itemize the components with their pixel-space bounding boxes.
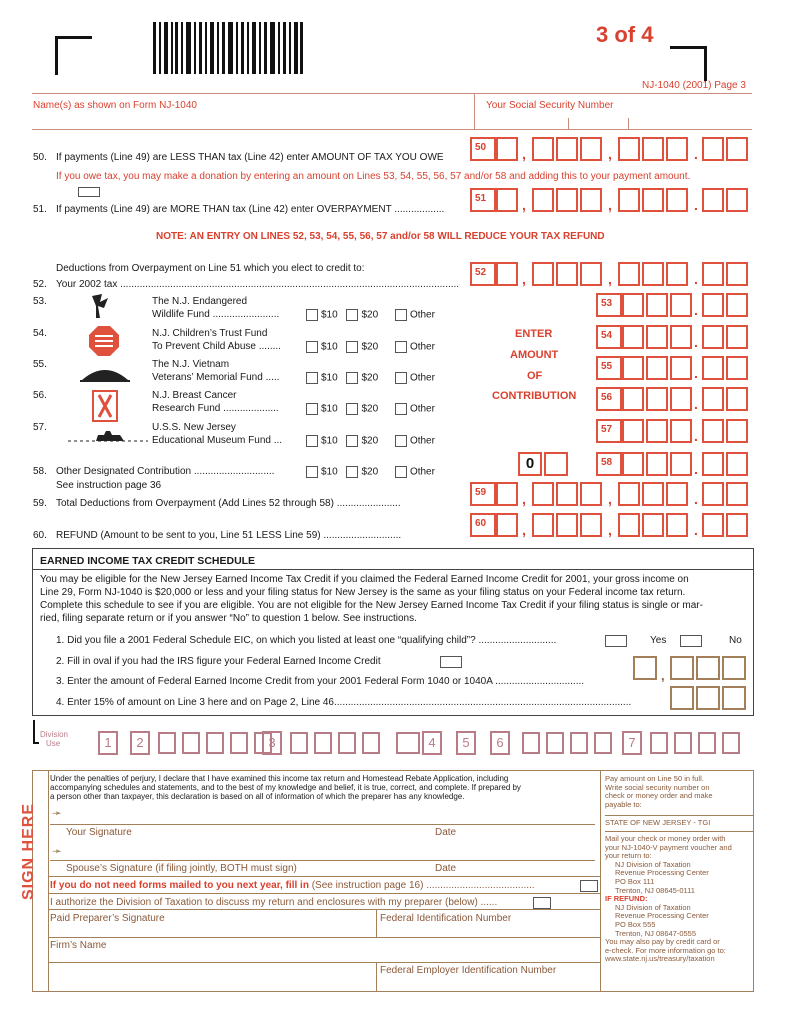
- firm-label: Firm’s Name: [50, 940, 107, 951]
- option-20-label: $20: [361, 403, 379, 415]
- line-59-num: 59.: [33, 498, 47, 509]
- eitc-line-4-c[interactable]: [722, 686, 746, 710]
- spouse-signature-label: Spouse’s Signature (if filing jointly, BOTH must sign): [66, 863, 297, 874]
- eitc-no-label: No: [729, 635, 742, 646]
- fund-55-line2: Veterans’ Memorial Fund .....: [152, 372, 280, 383]
- line-52-box-label: 52: [470, 262, 496, 286]
- option-20-label: $20: [361, 435, 379, 447]
- comma-50b: ,: [608, 146, 612, 162]
- perjury-1: Under the penalties of perjury, I declare that I have examined this income tax return and Homestead Rebate Application, including: [50, 774, 509, 783]
- division-box[interactable]: [158, 732, 176, 754]
- corner-mark-top-left: [55, 36, 92, 75]
- fund-55-num: 55.: [33, 359, 47, 370]
- sign-arrow-icon: ➛: [52, 806, 63, 820]
- line-52-num: 52.: [33, 279, 47, 290]
- option-10-label: $10: [321, 309, 338, 321]
- fund-54-num: 54.: [33, 328, 47, 339]
- address-line: Revenue Processing Center: [615, 868, 709, 878]
- fund-56-20-checkbox[interactable]: [346, 403, 358, 415]
- dot-60: .: [694, 522, 698, 538]
- line-60-amount-group-3[interactable]: [618, 513, 690, 537]
- perjury-2: accompanying schedules and statements, and to the best of my knowledge and belief, it is true, correct, and complete. If prepared by: [50, 783, 521, 792]
- line-60-amount-group-2[interactable]: [532, 513, 604, 537]
- eitc-line-3-thousands[interactable]: [633, 656, 657, 680]
- line-51-cents[interactable]: [702, 188, 750, 212]
- fein-divider: [376, 962, 377, 992]
- division-box[interactable]: [182, 732, 200, 754]
- fund-55-box-label: 55: [596, 356, 622, 380]
- echeck-line: e-check. For more information go to:: [605, 945, 726, 955]
- authorize-text: I authorize the Division of Taxation to discuss my return and enclosures with my preparer (below) ......: [50, 897, 498, 908]
- line-50-amount-group-3[interactable]: [618, 137, 690, 161]
- line-58-other-checkbox[interactable]: [395, 466, 407, 478]
- fund-53-dot: .: [694, 302, 698, 318]
- fund-57-line2: Educational Museum Fund ...: [152, 435, 283, 446]
- ssn-label: Your Social Security Number: [486, 100, 614, 111]
- eitc-para-1: You may be eligible for the New Jersey Earned Income Tax Credit if you claimed the Federal Earned Income Credit for 2001, your gross income on: [40, 574, 689, 585]
- refund-address-line: PO Box 555: [615, 919, 656, 929]
- fund-53-line2: Wildlife Fund ........................: [152, 309, 280, 320]
- line-59-box-label: 59: [470, 482, 496, 506]
- echeck-line: You may also pay by credit card or: [605, 937, 720, 947]
- line-51-text: If payments (Line 49) are MORE THAN tax (Line 42) enter OVERPAYMENT ..................: [56, 204, 445, 215]
- division-field-6[interactable]: 6: [490, 731, 510, 755]
- fund-53-10-checkbox[interactable]: [306, 309, 318, 321]
- fund-57-num: 57.: [33, 422, 47, 433]
- corner-mark-top-right: [670, 46, 707, 81]
- fund-54-cents[interactable]: [702, 325, 750, 349]
- option-10-label: $10: [321, 403, 338, 415]
- header-rule-bottom: [32, 129, 752, 130]
- division-bracket: [33, 720, 39, 744]
- eitc-line-4-a[interactable]: [670, 686, 694, 710]
- fund-55-options: [300, 372, 435, 384]
- fund-56-line2: Research Fund ....................: [152, 403, 279, 414]
- payment-line: payable to:: [605, 799, 642, 809]
- fund-56-num: 56.: [33, 390, 47, 401]
- line-51-checkbox[interactable]: [78, 187, 100, 197]
- option-20-label: $20: [361, 372, 379, 384]
- division-field-5[interactable]: 5: [456, 731, 476, 755]
- line-50-amount-group-2[interactable]: [532, 137, 604, 161]
- refund-address-line: Trenton, NJ 08647-0555: [615, 928, 697, 938]
- line-52-amount-group-1[interactable]: [496, 262, 520, 286]
- division-box[interactable]: [338, 732, 356, 754]
- line-59-cents[interactable]: [702, 482, 750, 506]
- fund-54-line2: To Prevent Child Abuse ........: [152, 341, 281, 352]
- fund-57-line1: U.S.S. New Jersey: [152, 422, 236, 433]
- line-58-num: 58.: [33, 466, 47, 477]
- fein-line-top: [48, 962, 600, 963]
- fund-55-20-checkbox[interactable]: [346, 372, 358, 384]
- address-line: Trenton, NJ 08645-0111: [615, 885, 695, 895]
- line-58-options: [300, 466, 435, 478]
- division-use-label: Use: [46, 739, 61, 748]
- stop-sign-icon: [88, 325, 120, 357]
- line-58-20-checkbox[interactable]: [346, 466, 358, 478]
- division-box[interactable]: [722, 732, 740, 754]
- option-20-label: $20: [361, 466, 379, 478]
- division-box[interactable]: [230, 732, 248, 754]
- division-box[interactable]: [290, 732, 308, 754]
- line-58-code-box-2[interactable]: [544, 452, 568, 476]
- fund-53-other-checkbox[interactable]: [395, 309, 407, 321]
- eitc-comma: ,: [661, 668, 665, 683]
- eitc-para-2: Line 29, Form NJ-1040 is $20,000 or less and your filing status for New Jersey is the same as your filing status on your Federal income tax return.: [40, 587, 686, 598]
- division-box[interactable]: [522, 732, 540, 754]
- comma-50a: ,: [522, 146, 526, 162]
- line-52-cents[interactable]: [702, 262, 750, 286]
- line-51-amount-group-1[interactable]: [496, 188, 520, 212]
- fund-54-10-checkbox[interactable]: [306, 341, 318, 353]
- fund-54-amount[interactable]: [622, 325, 694, 349]
- line-50-box-label: 50: [470, 137, 496, 161]
- option-10-label: $10: [321, 435, 338, 447]
- line-59-amount-group-2[interactable]: [532, 482, 604, 506]
- fund-57-10-checkbox[interactable]: [306, 435, 318, 447]
- fund-56-line1: N.J. Breast Cancer: [152, 390, 237, 401]
- eitc-title: EARNED INCOME TAX CREDIT SCHEDULE: [40, 555, 256, 567]
- fund-53-20-checkbox[interactable]: [346, 309, 358, 321]
- division-field-1[interactable]: 1: [98, 731, 118, 755]
- payment-instructions: [605, 775, 753, 964]
- fund-57-20-checkbox[interactable]: [346, 435, 358, 447]
- option-other-label: Other: [409, 372, 435, 384]
- dot-51: .: [694, 197, 698, 213]
- comma-59a: ,: [522, 491, 526, 507]
- fund-55-amount[interactable]: [622, 356, 694, 380]
- preparer-label: Paid Preparer’s Signature: [50, 913, 165, 924]
- payment-line: Pay amount on Line 50 in full.: [605, 774, 704, 783]
- payee: STATE OF NEW JERSEY - TGI: [605, 815, 753, 828]
- refund-address-line: Revenue Processing Center: [615, 911, 709, 921]
- fund-54-options: [300, 341, 435, 353]
- comma-60a: ,: [522, 522, 526, 538]
- eitc-q4: 4. Enter 15% of amount on Line 3 here and on Page 2, Line 46...........................................................................................................: [56, 697, 632, 708]
- option-other-label: Other: [409, 309, 435, 321]
- fund-54-box-label: 54: [596, 325, 622, 349]
- line-59-amount-group-3[interactable]: [618, 482, 690, 506]
- reduction-note: NOTE: AN ENTRY ON LINES 52, 53, 54, 55, 56, 57 and/or 58 WILL REDUCE YOUR TAX REFUND: [156, 231, 605, 242]
- line-59-amount-group-1[interactable]: [496, 482, 520, 506]
- option-20-label: $20: [361, 309, 379, 321]
- line-50-text: If payments (Line 49) are LESS THAN tax (Line 42) enter AMOUNT OF TAX YOU OWE: [56, 152, 444, 163]
- line-60-box-label: 60: [470, 513, 496, 537]
- fund-56-other-checkbox[interactable]: [395, 403, 407, 415]
- fund-56-amount[interactable]: [622, 387, 694, 411]
- fund-57-other-checkbox[interactable]: [395, 435, 407, 447]
- fund-55-10-checkbox[interactable]: [306, 372, 318, 384]
- fund-54-other-checkbox[interactable]: [395, 341, 407, 353]
- line-58-text: Other Designated Contribution .............................: [56, 466, 275, 477]
- deductions-intro: Deductions from Overpayment on Line 51 which you elect to credit to:: [56, 263, 365, 274]
- fed-id-label: Federal Identification Number: [380, 913, 512, 924]
- echeck-line: www.state.nj.us/treasury/taxation: [605, 954, 715, 964]
- mail-line: Mail your check or money order with: [605, 833, 726, 843]
- division-field-7[interactable]: 7: [622, 731, 642, 755]
- division-box[interactable]: [362, 732, 380, 754]
- header-rule-top: [32, 93, 752, 94]
- line-51-amount-group-2[interactable]: [532, 188, 604, 212]
- fund-57-dot: .: [694, 428, 698, 444]
- division-box[interactable]: [698, 732, 716, 754]
- eitc-line-3-b[interactable]: [696, 656, 720, 680]
- line-51-num: 51.: [33, 204, 47, 215]
- no-forms-ref: (See instruction page 16) .......................................: [311, 880, 535, 891]
- enter-amount-2: AMOUNT: [510, 349, 559, 361]
- sign-left-rule: [48, 770, 49, 992]
- preparer-line-top: [48, 909, 600, 910]
- line-58-cents[interactable]: [702, 452, 750, 476]
- comma-51b: ,: [608, 197, 612, 213]
- line-60-amount-group-1[interactable]: [496, 513, 520, 537]
- fund-56-10-checkbox[interactable]: [306, 403, 318, 415]
- perjury-3: a person other than taxpayer, this declaration is based on all of information of which the preparer has any knowledge.: [50, 792, 465, 801]
- fund-54-line1: N.J. Children’s Trust Fund: [152, 328, 268, 339]
- spouse-signature-line: [50, 860, 595, 861]
- breast-cancer-ribbon-icon: [92, 390, 118, 422]
- line-58-10-checkbox[interactable]: [306, 466, 318, 478]
- no-forms-label: If you do not need forms mailed to you next year, fill in: [50, 880, 309, 891]
- fund-56-dot: .: [694, 396, 698, 412]
- firm-line-top: [48, 937, 600, 938]
- eitc-line-4-b[interactable]: [696, 686, 720, 710]
- comma-52a: ,: [522, 271, 526, 287]
- option-10-label: $10: [321, 466, 338, 478]
- fund-55-other-checkbox[interactable]: [395, 372, 407, 384]
- line-50-amount-group-1[interactable]: [496, 137, 520, 161]
- line-51-amount-group-3[interactable]: [618, 188, 690, 212]
- eitc-q2: 2. Fill in oval if you had the IRS figure your Federal Earned Income Credit: [56, 656, 381, 667]
- line-58-amount[interactable]: [622, 452, 694, 476]
- eitc-yes-label: Yes: [650, 635, 667, 646]
- fund-53-amount[interactable]: [622, 293, 694, 317]
- date-label-1: Date: [435, 827, 457, 838]
- eitc-para-3: Complete this schedule to see if you are eligible. You are not eligible for the New Jersey Earned Income Tax Credit if your filing status is single or mar-: [40, 600, 703, 611]
- mail-line: your NJ-1040-V payment voucher and: [605, 842, 732, 852]
- vietnam-memorial-icon: [80, 362, 130, 384]
- payment-line: Write social security number on: [605, 782, 710, 792]
- option-10-label: $10: [321, 341, 338, 353]
- comma-51a: ,: [522, 197, 526, 213]
- line-59-text: Total Deductions from Overpayment (Add Lines 52 through 58) .......................: [56, 498, 401, 509]
- dot-58: .: [694, 461, 698, 477]
- spouse-arrow-icon: ➛: [52, 844, 63, 858]
- refund-label: IF REFUND:: [605, 894, 648, 904]
- fund-55-dot: .: [694, 365, 698, 381]
- fund-53-line1: The N.J. Endangered: [152, 296, 248, 307]
- authorize-oval[interactable]: [533, 897, 551, 909]
- donation-note: If you owe tax, you may make a donation by entering an amount on Lines 53, 54, 55, 56, 57 and/or 58 and adding this to your payment amount.: [56, 171, 691, 182]
- fund-57-cents[interactable]: [702, 419, 750, 443]
- division-label: Division: [40, 730, 69, 739]
- option-other-label: Other: [409, 403, 435, 415]
- preparer-divider: [376, 909, 377, 937]
- option-10-label: $10: [321, 372, 338, 384]
- form-reference: NJ-1040 (2001) Page 3: [642, 80, 746, 91]
- line-60-cents[interactable]: [702, 513, 750, 537]
- enter-amount-1: ENTER: [515, 328, 553, 340]
- page-badge: 3 of 4: [596, 22, 654, 47]
- division-box[interactable]: [674, 732, 692, 754]
- division-field-2[interactable]: 2: [130, 731, 150, 755]
- no-forms-text: [50, 880, 535, 891]
- fund-57-options: [300, 435, 435, 447]
- wildlife-bird-icon: [88, 292, 114, 320]
- line-52-text: Your 2002 tax ..........................................................................................................................: [56, 279, 460, 290]
- fund-56-options: [300, 403, 435, 415]
- comma-52b: ,: [608, 271, 612, 287]
- option-other-label: Other: [409, 341, 435, 353]
- authorize-line-top: [48, 893, 600, 894]
- fund-54-dot: .: [694, 334, 698, 350]
- sign-here-vertical: SIGN HERE: [20, 802, 37, 900]
- option-other-label: Other: [409, 466, 435, 478]
- dot-52: .: [694, 271, 698, 287]
- division-box[interactable]: [570, 732, 588, 754]
- fund-55-line1: The N.J. Vietnam: [152, 359, 230, 370]
- eitc-q3: 3. Enter the amount of Federal Earned Income Credit from your 2001 Federal Form 1040 or 1040A ................................: [56, 676, 585, 687]
- division-box[interactable]: [206, 732, 224, 754]
- comma-60b: ,: [608, 522, 612, 538]
- eitc-line-3-c[interactable]: [722, 656, 746, 680]
- eitc-para-4: ried, filing separate return or if you answer “No” to question 1 below. See instructions.: [40, 613, 417, 624]
- eitc-line-3-a[interactable]: [670, 656, 694, 680]
- line-58-code-box[interactable]: 0: [518, 452, 542, 476]
- dot-50: .: [694, 146, 698, 162]
- dot-59: .: [694, 491, 698, 507]
- fund-55-cents[interactable]: [702, 356, 750, 380]
- comma-59b: ,: [608, 491, 612, 507]
- line-50-cents[interactable]: [702, 137, 750, 161]
- fund-57-box-label: 57: [596, 419, 622, 443]
- division-box[interactable]: [546, 732, 564, 754]
- fund-54-20-checkbox[interactable]: [346, 341, 358, 353]
- barcode: [153, 22, 303, 74]
- division-field-4[interactable]: 4: [422, 731, 442, 755]
- your-signature-label: Your Signature: [66, 827, 132, 838]
- division-box[interactable]: [314, 732, 332, 754]
- enter-amount-4: CONTRIBUTION: [492, 390, 577, 402]
- fund-56-box-label: 56: [596, 387, 622, 411]
- your-signature-line: [50, 824, 595, 825]
- line-58-box-label: 58: [596, 452, 622, 476]
- line-60-text: REFUND (Amount to be sent to you, Line 51 LESS Line 59) ............................: [56, 530, 402, 541]
- fund-56-cents[interactable]: [702, 387, 750, 411]
- line-50-num: 50.: [33, 152, 47, 163]
- fund-53-num: 53.: [33, 296, 47, 307]
- no-forms-oval[interactable]: [580, 880, 598, 892]
- division-field-3[interactable]: 3: [262, 731, 282, 755]
- fund-53-options: [300, 309, 435, 321]
- line-51-box-label: 51: [470, 188, 496, 212]
- option-20-label: $20: [361, 341, 379, 353]
- address-line: PO Box 111: [615, 876, 655, 886]
- payment-line: check or money order and make: [605, 791, 713, 801]
- enter-amount-3: OF: [527, 370, 543, 382]
- date-label-2: Date: [435, 863, 457, 874]
- option-other-label: Other: [409, 435, 435, 447]
- division-box[interactable]: [650, 732, 668, 754]
- fund-53-cents[interactable]: [702, 293, 750, 317]
- refund-address-line: NJ Division of Taxation: [615, 902, 691, 912]
- eitc-q1-yes-box[interactable]: [605, 635, 627, 647]
- header-divider: [474, 93, 475, 130]
- sign-payment-divider: [600, 770, 601, 992]
- eitc-q1: 1. Did you file a 2001 Federal Schedule EIC, on which you listed at least one “qualifying child”? ............................: [56, 635, 557, 646]
- fund-57-amount[interactable]: [622, 419, 694, 443]
- division-box[interactable]: [396, 732, 420, 754]
- no-forms-line-top: [48, 876, 600, 877]
- division-box[interactable]: [594, 732, 612, 754]
- eitc-q1-no-box[interactable]: [680, 635, 702, 647]
- fund-53-box-label: 53: [596, 293, 622, 317]
- line-52-amount-group-2[interactable]: [532, 262, 604, 286]
- battleship-icon: [68, 429, 148, 443]
- name-label: Name(s) as shown on Form NJ-1040: [33, 100, 197, 111]
- line-58-sub: See instruction page 36: [56, 480, 162, 491]
- address-line: NJ Division of Taxation: [615, 859, 691, 869]
- eitc-q2-oval[interactable]: [440, 656, 462, 668]
- line-52-amount-group-3[interactable]: [618, 262, 690, 286]
- mail-line: your return to:: [605, 851, 652, 861]
- line-60-num: 60.: [33, 530, 47, 541]
- fein-label: Federal Employer Identification Number: [380, 965, 557, 976]
